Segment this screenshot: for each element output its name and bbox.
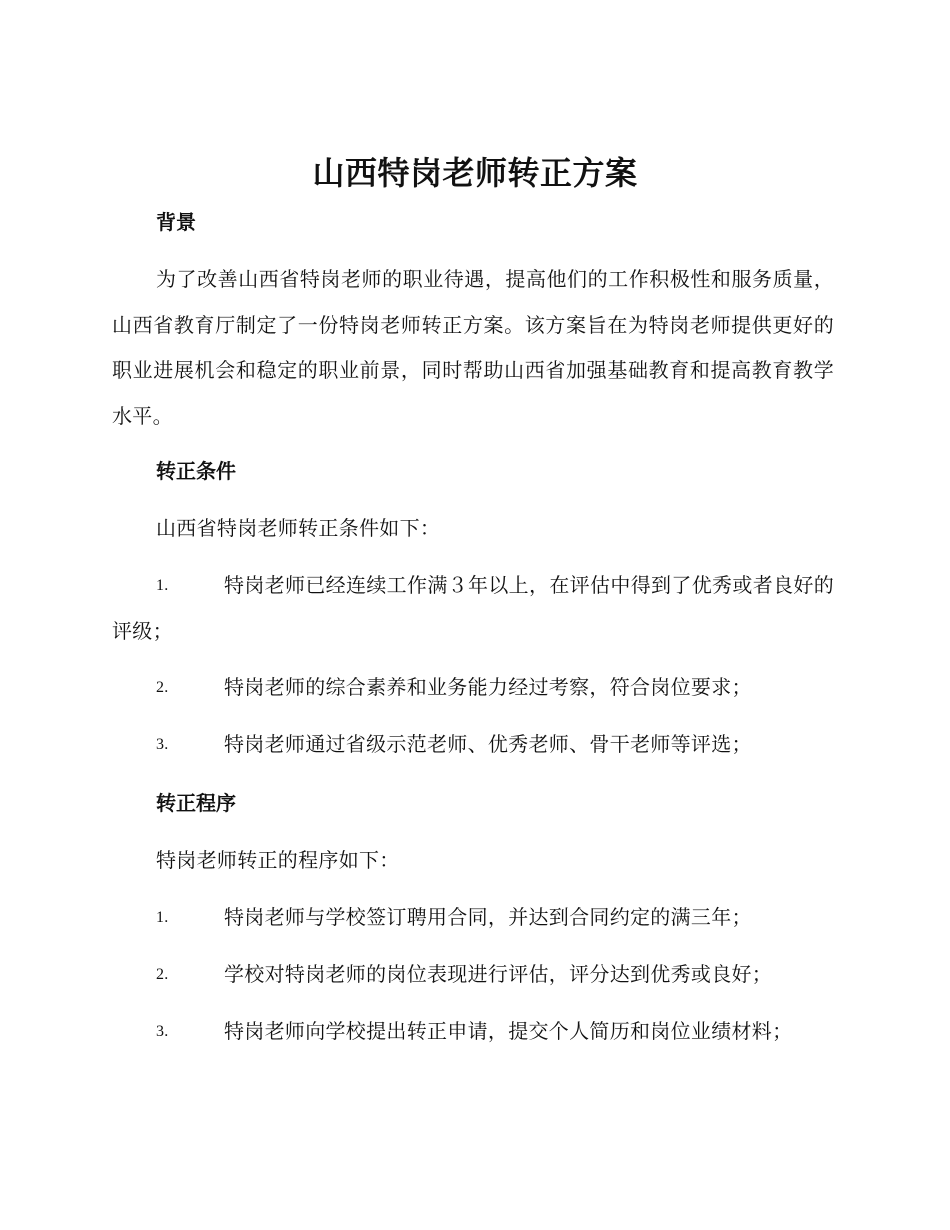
list-number: 3. bbox=[156, 736, 169, 753]
procedure-list-item bbox=[112, 1009, 834, 1055]
conditions-intro: 山西省特岗老师转正条件如下： bbox=[156, 516, 441, 540]
conditions-list-item bbox=[112, 665, 834, 711]
list-text: 学校对特岗老师的岗位表现进行评估，评分达到优秀或良好； bbox=[224, 962, 773, 986]
document-title: 山西特岗老师转正方案 bbox=[312, 154, 638, 192]
section-heading-procedure: 转正程序 bbox=[156, 791, 236, 815]
list-text: 特岗老师通过省级示范老师、优秀老师、骨干老师等评选； bbox=[224, 732, 752, 756]
list-number: 3. bbox=[156, 1023, 169, 1040]
list-text: 特岗老师已经连续工作满３年以上，在评估中得到了优秀或者良好的评级； bbox=[112, 573, 834, 643]
conditions-list-item bbox=[112, 563, 834, 654]
procedure-intro: 特岗老师转正的程序如下： bbox=[156, 848, 400, 872]
procedure-list-item bbox=[112, 952, 834, 998]
section-heading-conditions: 转正条件 bbox=[156, 459, 236, 483]
list-number: 2. bbox=[156, 966, 169, 983]
list-number: 1. bbox=[156, 909, 169, 926]
list-number: 2. bbox=[156, 679, 169, 696]
background-paragraph: 为了改善山西省特岗老师的职业待遇，提高他们的工作积极性和服务质量，山西省教育厅制定了一份特岗老师转正方案。该方案旨在为特岗老师提供更好的职业进展机会和稳定的职业前景，同时帮助山西省加强基础教育和提高教育教学水平。 bbox=[112, 267, 834, 428]
list-text: 特岗老师的综合素养和业务能力经过考察，符合岗位要求； bbox=[224, 675, 752, 699]
list-number: 1. bbox=[156, 577, 169, 594]
list-text: 特岗老师与学校签订聘用合同，并达到合同约定的满三年； bbox=[224, 905, 752, 929]
conditions-list-item bbox=[112, 722, 834, 768]
list-text: 特岗老师向学校提出转正申请，提交个人简历和岗位业绩材料； bbox=[224, 1019, 793, 1043]
procedure-list-item bbox=[112, 895, 834, 941]
section-heading-background: 背景 bbox=[156, 210, 196, 234]
